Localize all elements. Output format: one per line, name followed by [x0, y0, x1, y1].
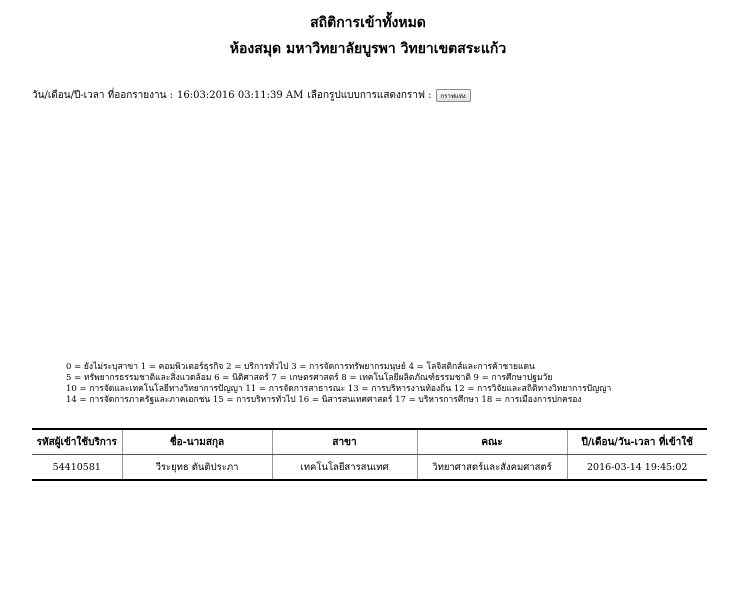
column-header-name: ชื่อ-นามสกุล [122, 429, 272, 455]
branch-legend [66, 362, 611, 406]
column-header-user-id: รหัสผู้เข้าใช้บริการ [32, 429, 122, 455]
legend-row: 5 = ทรัพยากรธรรมชาติและสิ่งแวดล้อม 6 = นิติศาสตร์ 7 = เกษตรศาสตร์ 8 = เทคโนโลยีผลิตภัณฑ์ธรรมชาติ 9 = การศึกษาปฐมวัย [66, 373, 553, 383]
column-header-branch: สาขา [272, 429, 417, 455]
cell-access-time: 2016-03-14 19:45:02 [567, 455, 707, 481]
cell-name: วีระยุทธ ตันติประภา [122, 455, 272, 481]
column-header-access-time: ปี/เดือน/วัน-เวลา ที่เข้าใช้ [567, 429, 707, 455]
cell-branch: เทคโนโลยีสารสนเทศ [272, 455, 417, 481]
table-row [32, 455, 707, 481]
legend-row: 0 = ยังไม่ระบุสาขา 1 = คอมพิวเตอร์ธุรกิจ 2 = บริการทั่วไป 3 = การจัดการทรัพยากรมนุษย์ 4 = โลจิสติกส์และการค้าชายแดน [66, 362, 535, 372]
report-info [32, 88, 471, 103]
user-access-table [32, 428, 707, 481]
page-title: สถิติการเข้าทั้งหมด [310, 15, 426, 31]
cell-faculty: วิทยาศาสตร์และสังคมศาสตร์ [417, 455, 567, 481]
cell-user-id: 54410581 [32, 455, 122, 481]
table-header-row [32, 429, 707, 455]
graph-type-label: เลือกรูปแบบการแสดงกราฟ : [307, 90, 432, 101]
column-header-faculty: คณะ [417, 429, 567, 455]
report-datetime-value: 16:03:2016 03:11:39 AM [177, 90, 304, 101]
page-subtitle: ห้องสมุด มหาวิทยาลัยบูรพา วิทยาเขตสระแก้ว [229, 41, 507, 57]
report-datetime-label: วัน/เดือน/ปี-เวลา ที่ออกรายงาน : [32, 90, 174, 101]
legend-row: 10 = การจัดและเทคโนโลยีทางวิทยาการปัญญา 11 = การจัดการสาธารณะ 13 = การบริหารงานท้องถิ่น 12 = การวิจัยและสถิติทางวิทยาการปัญญา [66, 384, 612, 394]
legend-row: 14 = การจัดการภาครัฐและภาคเอกชน 15 = การบริหารทั่วไป 16 = นิสารสนเทศศาสตร์ 17 = บริหารการศึกษา 18 = การเมืองการปกครอง [66, 395, 582, 405]
graph-type-select[interactable]: กราฟแท่ง [436, 89, 471, 102]
